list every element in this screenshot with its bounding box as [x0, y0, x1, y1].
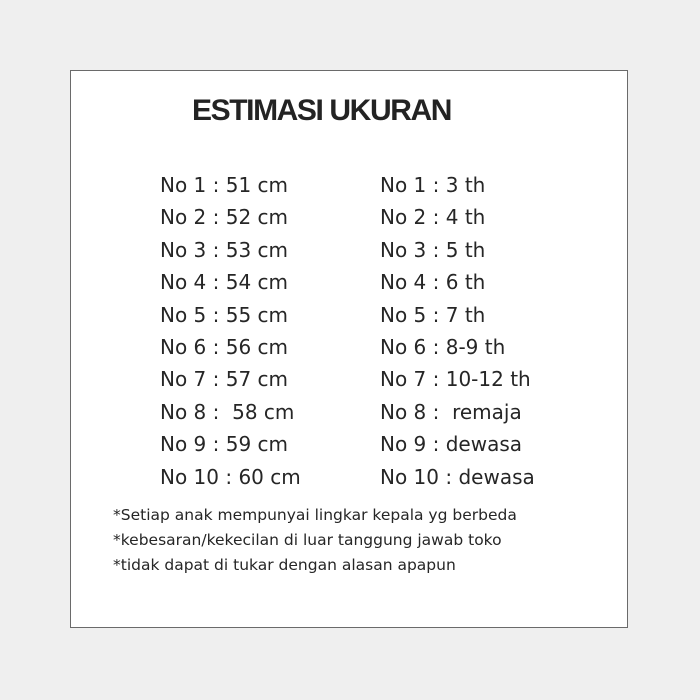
size-age-item: No 2 : 4 th [380, 205, 486, 230]
size-cm-item: No 3 : 53 cm [160, 237, 289, 262]
size-cm-item: No 5 : 55 cm [160, 302, 289, 327]
age-estimate-column [380, 169, 535, 493]
size-cm-item: No 7 : 57 cm [160, 367, 289, 392]
notes-list [113, 503, 517, 578]
size-cm-item: No 6 : 56 cm [160, 334, 289, 359]
size-age-item: No 7 : 10-12 th [380, 367, 531, 392]
head-circumference-column [160, 169, 301, 493]
size-cm-item: No 4 : 54 cm [160, 270, 289, 295]
size-age-item: No 5 : 7 th [380, 302, 486, 327]
note-item: *kebesaran/kekecilan di luar tanggung jawab toko [113, 531, 502, 549]
size-cm-item: No 8 : 58 cm [160, 399, 295, 424]
size-age-item: No 3 : 5 th [380, 237, 486, 262]
size-cm-item: No 10 : 60 cm [160, 464, 301, 489]
size-age-item: No 10 : dewasa [380, 464, 535, 489]
size-chart-card [70, 70, 628, 628]
size-cm-item: No 9 : 59 cm [160, 432, 289, 457]
size-age-item: No 6 : 8-9 th [380, 334, 506, 359]
size-cm-item: No 1 : 51 cm [160, 173, 289, 197]
size-age-item: No 4 : 6 th [380, 270, 486, 295]
note-item: *Setiap anak mempunyai lingkar kepala yg berbeda [113, 506, 517, 524]
note-item: *tidak dapat di tukar dengan alasan apapun [113, 556, 456, 574]
size-cm-item: No 2 : 52 cm [160, 205, 289, 230]
size-age-item: No 9 : dewasa [380, 432, 523, 457]
size-age-item: No 8 : remaja [380, 399, 522, 424]
size-age-item: No 1 : 3 th [380, 173, 486, 197]
chart-title: ESTIMASI UKURAN [192, 94, 452, 127]
